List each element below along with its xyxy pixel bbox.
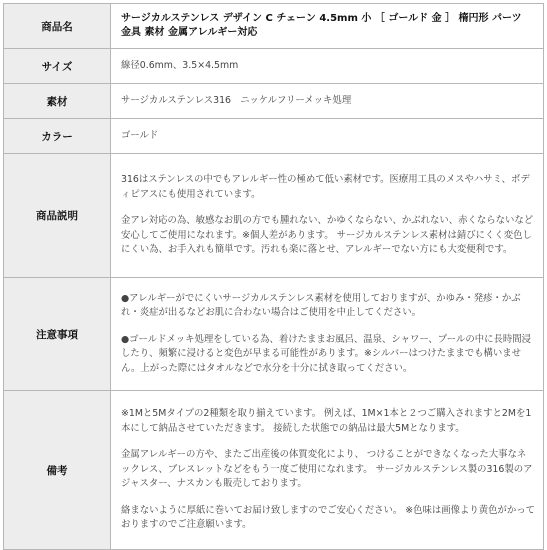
row-remarks bbox=[4, 391, 544, 550]
remarks-paragraph: ※1Mと5Mタイプの2種類を取り揃えています。 例えば、1M×1本と２つご購入されますと2Mを1本にして納品させていただきます。 接続した状態での納品は最大5Mとなります。 bbox=[121, 408, 532, 434]
label-material: 素材 bbox=[4, 84, 111, 119]
row-material bbox=[4, 84, 544, 119]
value-material: サージカルステンレス316 ニッケルフリーメッキ処理 bbox=[111, 84, 544, 119]
notes-paragraph: ●アレルギーがでにくいサージカルステンレス素材を使用しておりますが、かゆみ・発疹・かぶれ・炎症が出るなどお肌に合わない場合はご使用を中止してください。 bbox=[121, 292, 521, 319]
remarks-paragraph: 金属アレルギーの方や、またご出産後の体質変化により、 つけることができなくなった大事なネックレス、ブレスレットなどをもう一度ご使用になれます。 サージカルステンレス製の316製のアジャスター、ナスカンも販売しております。 bbox=[121, 449, 533, 490]
label-color: カラー bbox=[4, 119, 111, 154]
row-product-name bbox=[4, 4, 544, 49]
label-description: 商品説明 bbox=[4, 154, 111, 278]
value-description bbox=[111, 154, 544, 278]
description-paragraph: 金アレ対応の為、敏感なお肌の方でも腫れない、かゆくならない、かぶれない、赤くならないなど安心してご使用になれます。※個人差があります。 サージカルステンレス素材は錆びにくく変色しにくい為、お手入れも簡単です。汚れも楽に落とせ、アレルギーでない方にも大変便利です。 bbox=[121, 215, 534, 256]
label-size: サイズ bbox=[4, 49, 111, 84]
description-paragraph: 316はステンレスの中でもアレルギー性の極めて低い素材です。医療用工具のメスやハサミ、ボディピアスにも使用されています。 bbox=[121, 174, 530, 200]
product-name-text: サージカルステンレス デザイン C チェーン 4.5mm 小 ［ ゴールド 金 ］ 楕円形 パーツ 金具 素材 金属アレルギー対応 bbox=[121, 12, 522, 38]
row-notes bbox=[4, 278, 544, 391]
row-size bbox=[4, 49, 544, 84]
label-product-name: 商品名 bbox=[4, 4, 111, 49]
row-description bbox=[4, 154, 544, 278]
row-color bbox=[4, 119, 544, 154]
value-product-name bbox=[111, 4, 544, 49]
remarks-paragraph: 絡まないように厚紙に巻いてお届け致しますのでご安心ください。 ※色味は画像より黄色がかっておりますのでご注意願います。 bbox=[121, 504, 535, 531]
value-color: ゴールド bbox=[111, 119, 544, 154]
product-spec-table bbox=[3, 3, 544, 550]
value-notes bbox=[111, 278, 544, 391]
value-remarks bbox=[111, 391, 544, 550]
label-notes: 注意事項 bbox=[4, 278, 111, 391]
value-size: 線径0.6mm、3.5×4.5mm bbox=[111, 49, 544, 84]
notes-paragraph: ●ゴールドメッキ処理をしている為、着けたままお風呂、温泉、シャワー、プールの中に長時間浸したり、頻繁に浸けると変色が早まる可能性があります。※シルバーはつけたままでも構いません。上がった際にはタオルなどで水分を十分に拭き取ってください。 bbox=[121, 333, 531, 374]
label-remarks: 備考 bbox=[4, 391, 111, 550]
